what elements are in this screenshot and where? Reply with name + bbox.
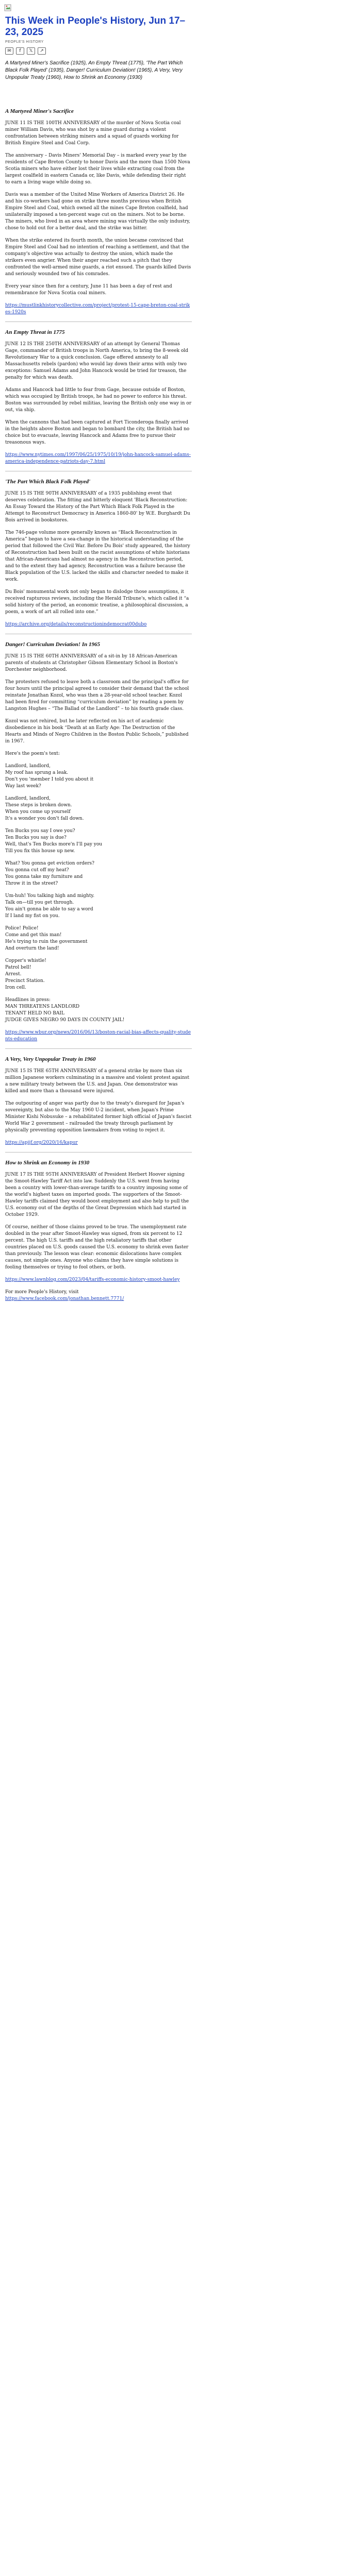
section-divider [5, 1048, 192, 1049]
closing-text: For more People's History, visit [5, 1290, 79, 1295]
facebook-link[interactable]: https://www.facebook.com/jonathan.bennett.7771/ [5, 1296, 124, 1301]
paragraph: Of course, neither of those claims proved to be true. The unemployment rate doubled in the year after Smoot-Hawley was signed, from six percent to 12 percent. The high U.S. tariffs and the high retaliatory tariffs that other countries placed on U.S. goods caused the U.S. economy to shrink even faster than previously. The lesson was clear: economic dislocations have complex causes, not simple ones. Anyone who claims they have simple solutions is fooling themselves or trying to fool others, or both. [5, 1225, 189, 1270]
section-divider [5, 1152, 192, 1153]
paragraph: The protesters refused to leave both a classroom and the principal's office for four hours until the principal agreed to consider their demand that the school reinstate Jonathan Kozol, who was then a 28-year-old school teacher. Kozol had been fired for committing “curriculum deviation” by reading a poem by Langston Hughes – “The Ballad of the Landlord” – to his fourth grade class. [5, 680, 189, 711]
poem-stanza: Um-huh! You talking high and mighty. Talk on—till you get through. You ain't gonna be able to say a word If I land my fist on you. [5, 893, 95, 919]
section-heading: A Very, Very Unpopular Treaty in 1960 [5, 1056, 96, 1062]
paragraph: JUNE 12 IS THE 250TH ANNIVERSARY of an attempt by General Thomas Gage, commander of British troops in North America, to bring the 8-week old Revolutionary War to a quick conclusion. Gage offered amnesty to all Massachusetts rebels (pardon) who would lay down their arms with only two exceptions: Samuel Adams and John Hancock would be tried for treason, the penalty for which was death. [5, 342, 188, 380]
source-link[interactable]: https://mustlinkhistorycollective.com/project/protest-15-cape-breton-coal-strikes-1920s [5, 303, 190, 315]
paragraph: JUNE 15 IS THE 90TH ANNIVERSARY of a 1935 publishing event that deserves celebration. The fitting and bitterly eloquent 'Black Reconstruction: An Essay Toward the History of the Part Which Black Folk Played in the Attempt to Reconstruct Democracy in America 1860-80' by W.E. Burghardt Du Bois arrived in bookstores. [5, 491, 190, 523]
paragraph: When the cannons that had been captured at Fort Ticonderoga finally arrived in the heights above Boston and began to bombard the city, the British had no choice but to evacuate, leaving Hancock and Adams free to pursue their treasonous ways. [5, 420, 190, 445]
paragraph: Kozol was not rehired, but he later reflected on his act of academic disobedience in his book “Death at an Early Age: The Destruction of the Hearts and Minds of Negro Children in the Boston Public Schools,” published in 1967. [5, 719, 189, 744]
poem-stanza: Landlord, landlord, My roof has sprung a leak. Don't you 'member I told you about it Way last week? [5, 764, 94, 789]
source-link[interactable]: https://apjjf.org/2020/16/kapur [5, 1140, 78, 1145]
facebook-share-button[interactable]: f [16, 47, 24, 55]
share-buttons [5, 47, 46, 55]
section-heading: 'The Part Which Black Folk Played' [5, 479, 91, 485]
poem-stanza: Landlord, landlord, These steps is broken down. When you come up yourself It's a wonder you don't fall down. [5, 796, 84, 821]
poem-stanza: What? You gonna get eviction orders? You gonna cut off my heat? You gonna take my furniture and Throw it in the street? [5, 861, 94, 886]
paragraph: JUNE 11 IS THE 100TH ANNIVERSARY of the murder of Nova Scotia coal miner William Davis, who was shot by a mine guard during a violent confrontation between striking miners and a squad of guards working for British Empire Steel and Coal Corp. [5, 121, 181, 146]
share-link-button[interactable]: ↗ [38, 47, 46, 55]
issue-summary: A Martyred Miner's Sacrifice (1925), An Empty Threat (1775), 'The Part Which Black Folk Played' (1935), Danger! Curriculum Deviation! (1965), A Very, Very Unpopular Treaty (1960), How to Shrink an Economy (1930) [5, 60, 183, 80]
section-divider [5, 321, 192, 322]
section-heading: An Empty Threat in 1775 [5, 329, 65, 335]
source-link[interactable]: https://www.wbur.org/news/2016/06/13/boston-racial-bias-affects-quality-students-education [5, 1030, 191, 1042]
paragraph: JUNE 17 IS THE 95TH ANNIVERSARY of President Herbert Hoover signing the Smoot-Hawley Tariff Act into law. Suddenly the U.S. went from having been a country with lower-than-average tariffs to a country imposing some of the world's highest taxes on imported goods. The supporters of the Smoot-Hawley tariffs claimed they would boost employment and also help to pull the U.S. economy out of the depths of the Great Depression which had started in October 1929. [5, 1172, 189, 1217]
poem-stanza: Police! Police! Come and get this man! He's trying to ruin the government And overturn the land! [5, 926, 88, 951]
poem-stanza: Headlines in press: MAN THREATENS LANDLORD TENANT HELD NO BAIL JUDGE GIVES NEGRO 90 DAYS IN COUNTY JAIL! [5, 997, 125, 1023]
x-share-button[interactable]: 𝕏 [27, 47, 35, 55]
paragraph: JUNE 15 IS THE 60TH ANNIVERSARY of a sit-in by 18 African-American parents of students at Christopher Gibson Elementary School in Boston's Dorchester neighborhood. [5, 654, 178, 672]
paragraph: Davis was a member of the United Mine Workers of America District 26. He and his co-workers had gone on strike three months previous when British Empire Steel and Coal, which owned all the mines Cape Breton coalfield, had unilaterally imposed a ten-percent wage cut on the miners. Not to be borne. The miners, who lived in an area where mining was virtually the only industry, chose to hold out for a better deal, and the strike was bitter. [5, 192, 190, 231]
paragraph: Here's the poem's text: [5, 751, 60, 756]
email-share-button[interactable]: ✉ [5, 47, 13, 55]
source-link[interactable]: https://www.nytimes.com/1997/06/25/1975/10/19/john-hancock-samuel-adams-america-independence-patriots-day-7.html [5, 452, 191, 464]
paragraph: Du Bois' monumental work not only began to dislodge those assumptions, it received rapturous reviews, including the Herald Tribune's, which called it “a solid history of the period, an economic treatise, a philosophical discussion, a poem, a work of art all rolled into one.” [5, 589, 189, 615]
poem-stanza: Copper's whistle! Patrol bell! Arrest. Precinct Station. Iron cell. [5, 958, 46, 990]
paragraph: The outpouring of anger was partly due to the treaty's disregard for Japan's sovereignty, but also to the May 1960 U-2 incident, when Japan's Prime Minister Kishi Nobusuke – a rehabilitated former high official of Japan's fascist World War 2 government – railroaded the treaty through parliament by physically preventing opposition lawmakers from voting to reject it. [5, 1101, 192, 1133]
source-link[interactable]: https://www.lawnblog.com/2023/04/tariffs-economic-history-smoot-hawley [5, 1277, 180, 1282]
paragraph: The anniversary – Davis Miners' Memorial Day – is marked every year by the residents of Cape Breton County to honor Davis and the more than 1500 Nova Scotia miners who have either lost their lives while extracting coal from the largest coalfield in eastern Canada or, like Davis, while defending their right to earn a living wage while doing so. [5, 153, 190, 185]
section-heading: How to Shrink an Economy in 1930 [5, 1160, 90, 1166]
broken-image-icon [4, 4, 11, 11]
newsletter-title: This Week in People's History, Jun 17–23, 2025 [5, 15, 186, 38]
paragraph: The 746-page volume more generally known as “Black Reconstruction in America” began to have a sea-change in the historical understanding of the period that followed the Civil War. Before Du Bois' study appeared, the history of Reconstruction had been built on the racist assumptions of white historians that African-Americans had almost no agency in the Reconstruction period, and to the extent they had agency, Reconstruction was a failure because the Black population of the U.S. lacked the skills and character needed to make it work. [5, 530, 190, 582]
poem-stanza: Ten Bucks you say I owe you? Ten Bucks you say is due? Well, that's Ten Bucks more'n I'll pay you Till you fix this house up new. [5, 828, 103, 854]
section-heading: Danger! Curriculum Deviation! In 1965 [5, 641, 100, 648]
paragraph: JUNE 15 IS THE 65TH ANNIVERSARY of a general strike by more than six million Japanese workers culminating in a massive and violent protest against a new military treaty between the U.S. and Japan. One demonstrator was killed and more than a thousand were injured. [5, 1069, 189, 1094]
paragraph: Adams and Hancock had little to fear from Gage, because outside of Boston, which was occupied by British troops, he had no power to enforce his threat. Boston was surrounded by rebel militias, leaving the British only one way in or out, via ship. [5, 387, 191, 413]
source-link[interactable]: https://archive.org/details/reconstructionindemocrat00dubo [5, 622, 147, 627]
section-heading: A Martyred Miner's Sacrifice [5, 108, 74, 114]
newsletter-byline: PEOPLE'S HISTORY [5, 40, 44, 44]
paragraph: Every year since then for a century, June 11 has been a day of rest and remembrance for Nova Scotia coal miners. [5, 284, 172, 296]
article-body [5, 101, 192, 1308]
paragraph: When the strike entered its fourth month, the union became convinced that Empire Steel and Coal had no intention of reaching a settlement, and that the company's objective was actually to destroy the union, which made the strikers even angrier. When their anger reached such a pitch that they confronted the well-armed mine guards, a riot ensued. The guards killed Davis and seriously wounded two of his comrades. [5, 238, 191, 277]
